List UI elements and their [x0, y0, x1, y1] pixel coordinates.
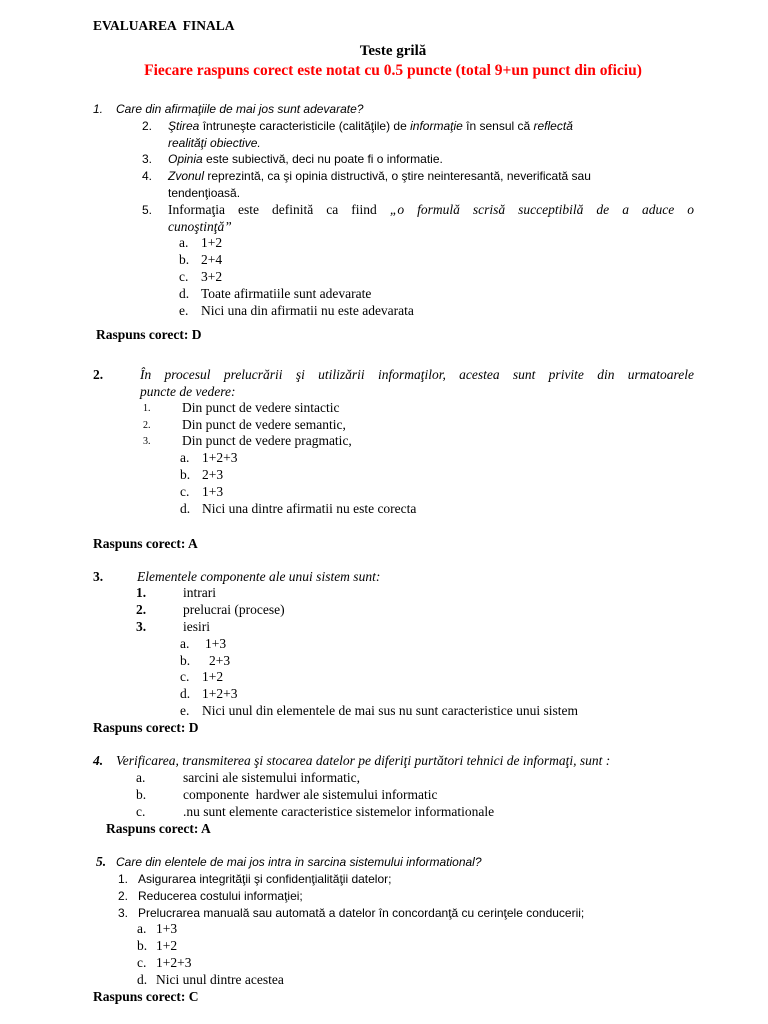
option-letter: c. — [180, 484, 190, 499]
question-text: Care din afirmaţiile de mai jos sunt adevarate? — [116, 102, 364, 116]
option-letter: d. — [179, 286, 190, 301]
option-letter: a. — [180, 636, 190, 651]
question-text: Elementele componente ale unui sistem sunt: — [137, 569, 381, 584]
statement-segment: tendenţioasă. — [168, 186, 241, 200]
statement-segment: „o formulă scrisă succeptibilă de a aduce o — [389, 202, 694, 217]
correct-answer: Raspuns corect: C — [93, 989, 199, 1004]
option-text: 1+3 — [202, 484, 224, 499]
option-text: componente hardwer ale sistemului informatic — [183, 787, 438, 802]
statement-number: 1. — [118, 872, 129, 886]
question-number: 1. — [93, 102, 104, 116]
statement-text: prelucrai (procese) — [183, 602, 285, 617]
option-text: 2+3 — [209, 653, 231, 668]
option-text: Nici una dintre afirmatii nu este corecta — [202, 501, 417, 516]
statement-text — [168, 202, 694, 218]
statement-number: 1. — [136, 585, 147, 600]
correct-answer: Raspuns corect: A — [93, 536, 198, 551]
scoring-note: Fiecare raspuns corect este notat cu 0.5 puncte (total 9+un punct din oficiu) — [144, 62, 642, 79]
statement-number: 3. — [118, 906, 129, 920]
option-letter: a. — [136, 770, 146, 785]
option-text: 1+2 — [156, 938, 178, 953]
option-text: 3+2 — [201, 269, 223, 284]
statement-segment: Ştirea — [168, 119, 200, 133]
option-letter: d. — [180, 686, 191, 701]
statement-text: Reducerea costului informaţiei; — [138, 889, 303, 903]
statement-number: 3. — [136, 619, 147, 634]
statement-segment: reprezintă, ca şi opinia distructivă, o ştire neinteresantă, neverificată sau — [204, 169, 591, 183]
statement-text — [168, 151, 443, 167]
option-text: 1+2 — [202, 669, 224, 684]
option-text: Toate afirmatiile sunt adevarate — [201, 286, 372, 301]
statement-segment: cunoştinţă” — [168, 219, 232, 234]
option-letter: b. — [179, 252, 190, 267]
correct-answer: Raspuns corect: D — [96, 327, 202, 342]
statement-text: Din punct de vedere sintactic — [182, 400, 340, 415]
question-number: 4. — [93, 753, 104, 768]
statement-segment: reflectă — [533, 119, 573, 133]
statement-text: iesiri — [183, 619, 210, 634]
option-text: 1+2 — [201, 235, 223, 250]
statement-text: Asigurarea integrităţii şi confidenţialităţii datelor; — [138, 872, 392, 886]
statement-number: 2. — [136, 602, 147, 617]
page-title: Teste grilă — [359, 43, 427, 59]
statement-segment: Zvonul — [168, 169, 205, 183]
statement-number: 2. — [143, 420, 151, 431]
option-text: Nici una din afirmatii nu este adevarata — [201, 303, 414, 318]
option-text: Nici unul dintre acestea — [156, 972, 284, 987]
statement-number: 5. — [142, 203, 153, 217]
statement-text: Prelucrarea manuală sau automată a datelor în concordanţă cu cerinţele conducerii; — [138, 906, 585, 920]
option-letter: b. — [136, 787, 147, 802]
exam-heading: EVALUAREA FINALA — [93, 18, 235, 33]
statement-number: 4. — [142, 169, 153, 183]
option-text: sarcini ale sistemului informatic, — [183, 770, 360, 785]
option-letter: c. — [180, 669, 190, 684]
statement-segment: în sensul că — [462, 119, 534, 133]
statement-number: 3. — [143, 436, 151, 447]
option-letter: c. — [137, 955, 147, 970]
statement-text-continued — [168, 219, 232, 235]
question-text: Care din elentele de mai jos intra in sarcina sistemului informational? — [116, 855, 482, 869]
option-text: 1+2+3 — [202, 450, 238, 465]
correct-answer: Raspuns corect: A — [106, 821, 211, 836]
question-text-continued: puncte de vedere: — [140, 384, 236, 399]
option-letter: b. — [180, 467, 191, 482]
option-letter: e. — [179, 303, 189, 318]
option-text: Nici unul din elementele de mai sus nu sunt caracteristice unui sistem — [202, 703, 579, 718]
option-letter: e. — [180, 703, 190, 718]
option-text: .nu sunt elemente caracteristice sistemelor informationale — [183, 804, 495, 819]
statement-number: 1. — [143, 403, 151, 414]
option-letter: a. — [179, 235, 189, 250]
statement-segment: Informaţia este definită ca fiind — [168, 202, 390, 217]
option-text: 2+3 — [202, 467, 224, 482]
option-letter: d. — [137, 972, 148, 987]
statement-segment: informaţie — [410, 119, 463, 133]
option-letter: b. — [137, 938, 148, 953]
question-number: 5. — [96, 854, 107, 869]
statement-text: Din punct de vedere pragmatic, — [182, 433, 352, 448]
correct-answer: Raspuns corect: D — [93, 720, 199, 735]
statement-text — [168, 168, 591, 202]
statement-segment: realităţi obiective. — [168, 136, 261, 150]
question-text: În procesul prelucrării şi utilizării informaţilor, acestea sunt privite din urmatoarele — [140, 367, 694, 382]
option-letter: c. — [136, 804, 146, 819]
statement-number: 2. — [142, 119, 153, 133]
option-text: 1+3 — [205, 636, 227, 651]
question-text: Verificarea, transmiterea şi stocarea datelor pe diferiţi purtători tehnici de informaţi, sunt : — [116, 753, 611, 768]
option-letter: d. — [180, 501, 191, 516]
question-number: 2. — [93, 367, 104, 382]
option-text: 1+2+3 — [202, 686, 238, 701]
statement-number: 2. — [118, 889, 129, 903]
option-text: 1+2+3 — [156, 955, 192, 970]
statement-number: 3. — [142, 152, 153, 166]
statement-segment: este subiectivă, deci nu poate fi o informatie. — [202, 152, 443, 166]
statement-text: Din punct de vedere semantic, — [182, 417, 346, 432]
option-letter: b. — [180, 653, 191, 668]
statement-segment: Opinia — [168, 152, 203, 166]
option-text: 2+4 — [201, 252, 223, 267]
statement-text — [168, 118, 573, 152]
statement-segment: întruneşte caracteristicile (calităţile) de — [199, 119, 411, 133]
statement-text: intrari — [183, 585, 216, 600]
option-letter: a. — [180, 450, 190, 465]
option-letter: a. — [137, 921, 147, 936]
question-number: 3. — [93, 569, 104, 584]
option-letter: c. — [179, 269, 189, 284]
option-text: 1+3 — [156, 921, 178, 936]
